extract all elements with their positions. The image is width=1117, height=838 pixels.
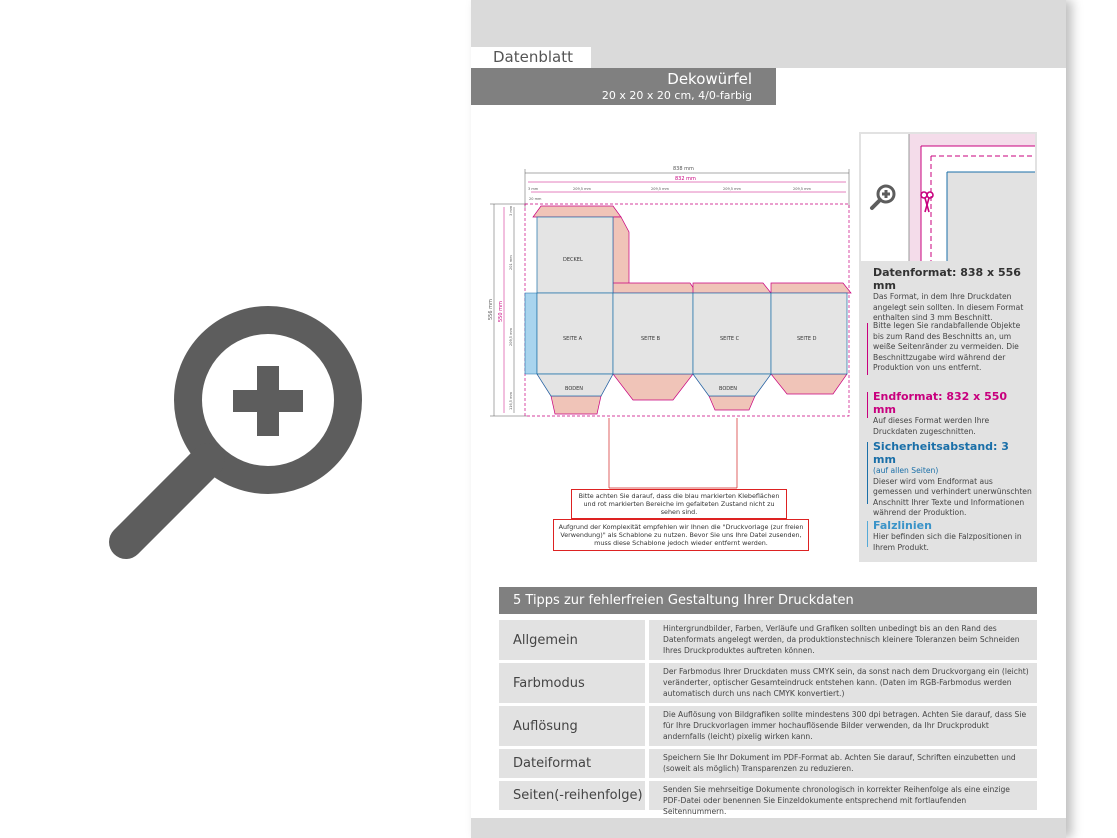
dim-col-1: 3 mm [528,187,539,191]
datasheet-tab: Datenblatt [471,47,591,68]
endformat-text: Auf dieses Format werden Ihre Druckdaten zugeschnitten. [873,416,990,436]
dim-col-3: 209,5 mm [651,187,669,191]
tip-label: Allgemein [499,620,645,660]
panel-boden-1: BODEN [565,386,584,392]
panel-seite-b: SEITE B [641,336,661,342]
tip-label: Seiten(-reihenfolge) [499,781,645,810]
endformat-marker [867,392,868,418]
tip-row-seiten [499,781,1037,816]
title-bar [471,68,776,105]
dim-col-4: 209,5 mm [723,187,741,191]
dim-row-3: 209,5 mm [509,328,513,346]
tip-label: Farbmodus [499,663,645,703]
tip-text: Hintergrundbilder, Farben, Verläufe und Grafiken sollten unbedingt bis an den Rand des Datenformats angelegt werden, da produktionstechnisch kleinere Toleranzen beim Schneiden Ihres Druckproduktes auftreten können. [649,620,1037,660]
dim-col-2: 209,5 mm [573,187,591,191]
tab-bar-filler [591,47,1066,68]
falz-title: Falzlinien [873,519,932,532]
tip-label: Auflösung [499,706,645,746]
tip-row-aufloesung [499,706,1037,746]
dim-row-4: 116,5 mm [509,392,513,410]
tip-text: Senden Sie mehrseitige Dokumente chronologisch in korrekter Reihenfolge als eine einzige PDF-Datei oder benennen Sie Einzeldokumente entsprechend mit fortlaufenden Seitennummern. [649,781,1037,810]
datenformat-section [873,266,1033,324]
falz-marker [867,521,868,547]
beschnitt-marker [867,323,868,375]
sicherheit-text: Dieser wird vom Endformat aus gemessen und verhindert unerwünschten Anschnitt Ihrer Texte und Informationen während der Produktion. [873,476,1032,517]
panel-boden-2: BODEN [719,386,738,392]
panel-deckel: DECKEL [563,257,583,263]
sicherheit-subtitle: (auf allen Seiten) [873,466,939,475]
product-title: Dekowürfel [667,70,752,88]
panel-seite-d: SEITE D [797,336,817,342]
sheet-bottom-band [471,818,1066,838]
dim-total-width: 838 mm [673,166,694,172]
format-preview [861,134,1035,261]
tip-label: Dateiformat [499,749,645,778]
sicherheit-marker [867,442,868,504]
tip-row-dateiformat [499,749,1037,778]
glue-area-note: Bitte achten Sie darauf, dass die blau markierten Klebeflächen und rot markierten Bereiche im gefalteten Zustand nicht zu sehen sind. [571,489,787,519]
beschnitt-text: Bitte legen Sie randabfallende Objekte bis zum Rand des Beschnitts an, um weiße Seitenränder zu vermeiden. Die Beschnittzugabe wird während der Produktion von uns entfernt. [873,321,1021,372]
falz-text: Hier befinden sich die Falzpositionen in Ihrem Produkt. [873,532,1022,552]
beschnitt-section [873,321,1033,374]
tip-row-allgemein [499,620,1037,660]
datenformat-text: Das Format, in dem Ihre Druckdaten angelegt sein sollten. In diesem Format enthalten sind 3 mm Beschnitt. [873,292,1024,322]
tip-text: Die Auflösung von Bildgrafiken sollte mindestens 300 dpi betragen. Achten Sie darauf, dass Sie für Ihre Druckvorlagen immer hochauflösende Bilder verwenden, da Ihr Druckprodukt andernfalls (leicht) pixelig wirken kann. [649,706,1037,746]
datasheet-page [471,0,1066,838]
dim-row-2: 201 mm [509,255,513,270]
dim-total-height: 556 mm [488,299,494,320]
product-subtitle: 20 x 20 x 20 cm, 4/0-farbig [601,89,752,102]
endformat-section [873,390,1033,437]
sicherheit-title: Sicherheitsabstand: 3 mm [873,440,1009,466]
tip-row-farbmodus [499,663,1037,703]
zoom-in-icon[interactable] [90,290,370,570]
dim-row-1: 3 mm [509,205,513,216]
tip-text: Der Farbmodus Ihrer Druckdaten muss CMYK sein, da sonst nach dem Druckvorgang ein (leicht) veränderter, optischer Gesamteindruck entstehen kann. (Daten im RGB-Farbmodus werden automatisch durch uns nach CMYK konvertiert.) [649,663,1037,703]
sheet-top-band [471,0,1066,47]
tip-text: Speichern Sie Ihr Dokument im PDF-Format ab. Achten Sie darauf, Schriften einzubetten und (soweit als möglich) Transparenzen zu reduzieren. [649,749,1037,778]
dim-net-height: 550 mm [498,301,504,322]
panel-seite-c: SEITE C [720,336,740,342]
info-panel [859,132,1037,562]
tips-header: 5 Tipps zur fehlerfreien Gestaltung Ihrer Druckdaten [499,587,1037,614]
sicherheit-section [873,440,1033,519]
endformat-title: Endformat: 832 x 550 mm [873,390,1008,416]
dim-net-width: 832 mm [675,176,696,182]
falz-section [873,519,1033,553]
panel-seite-a: SEITE A [563,336,583,342]
template-note: Aufgrund der Komplexität empfehlen wir Ihnen die "Druckvorlage (zur freien Verwendung)" als Schablone zu nutzen. Bevor Sie uns Ihre Datei zusenden, muss diese Schablone jedoch wieder entfernt werden. [553,519,809,551]
dim-col-5: 209,5 mm [793,187,811,191]
dim-small-left: 20 mm [529,197,542,201]
datenformat-title: Datenformat: 838 x 556 mm [873,266,1021,292]
zoom-in-icon-small[interactable] [869,182,899,212]
scissors-icon [919,190,935,214]
